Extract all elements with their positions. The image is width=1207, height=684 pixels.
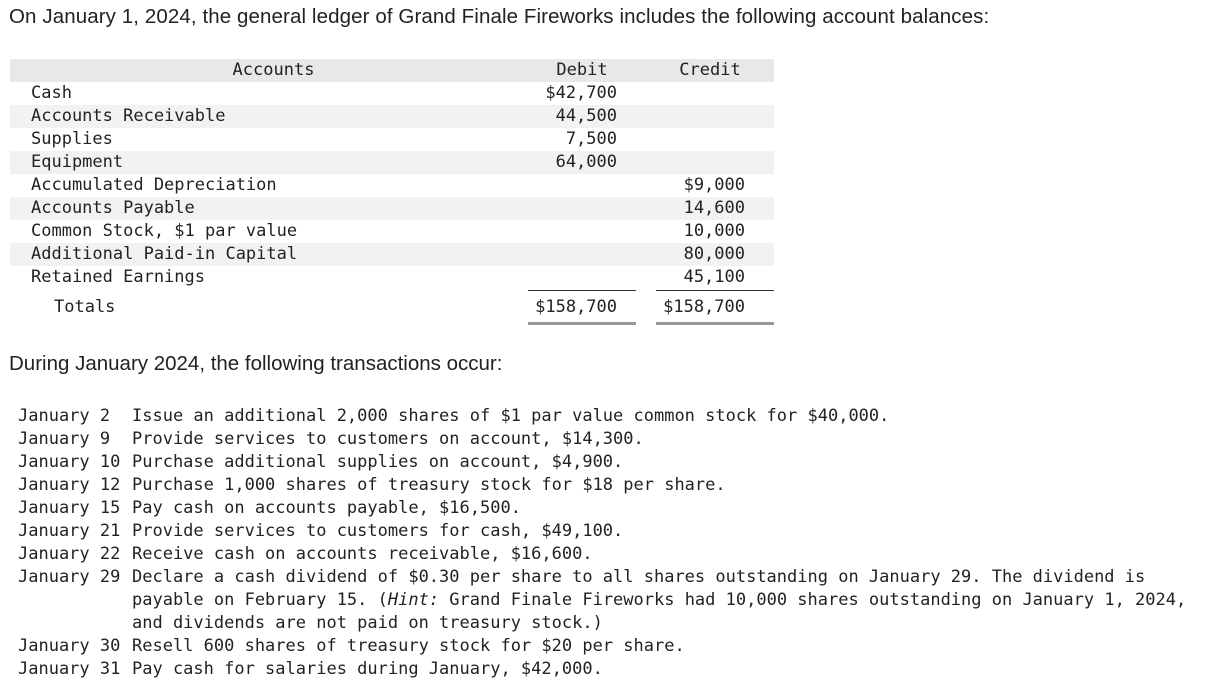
debit-value: 44,500 bbox=[555, 106, 617, 126]
debit-value: 64,000 bbox=[555, 152, 617, 172]
accounts-header: Accounts bbox=[232, 60, 315, 80]
table-row bbox=[10, 243, 774, 266]
table-row bbox=[10, 174, 774, 197]
transaction-date: January 9 bbox=[18, 429, 111, 449]
debit-header: Debit bbox=[556, 60, 608, 80]
transaction-text: Purchase 1,000 shares of treasury stock for $18 per share. bbox=[132, 475, 726, 495]
list-item bbox=[18, 428, 1203, 451]
hint-label: Hint: bbox=[387, 590, 440, 610]
transaction-text: Issue an additional 2,000 shares of $1 par value common stock for $40,000. bbox=[132, 406, 890, 426]
table-header bbox=[10, 59, 774, 82]
transaction-text: Pay cash on accounts payable, $16,500. bbox=[132, 498, 521, 518]
table-row bbox=[10, 82, 774, 105]
transaction-text bbox=[132, 566, 1203, 635]
account-name: Cash bbox=[31, 83, 72, 103]
table-row bbox=[10, 128, 774, 151]
transaction-text: Purchase additional supplies on account, $4,900. bbox=[132, 452, 624, 472]
table-row bbox=[10, 266, 774, 289]
transaction-date: January 31 bbox=[18, 659, 121, 679]
list-item bbox=[18, 405, 1203, 428]
list-item bbox=[18, 497, 1203, 520]
totals-row bbox=[10, 289, 774, 326]
transaction-text: Provide services to customers on account, $14,300. bbox=[132, 429, 644, 449]
account-name: Retained Earnings bbox=[31, 267, 205, 287]
table-row bbox=[10, 151, 774, 174]
account-name: Supplies bbox=[31, 129, 113, 149]
list-item bbox=[18, 635, 1203, 658]
account-name: Accounts Payable bbox=[31, 198, 195, 218]
list-item bbox=[18, 451, 1203, 474]
transaction-date: January 22 bbox=[18, 544, 121, 564]
transaction-text: Provide services to customers for cash, $49,100. bbox=[132, 521, 624, 541]
account-name: Accounts Receivable bbox=[31, 106, 226, 126]
transaction-date: January 2 bbox=[18, 406, 111, 426]
credit-value: 80,000 bbox=[683, 244, 745, 264]
credit-total: $158,700 bbox=[663, 297, 745, 317]
account-name: Accumulated Depreciation bbox=[31, 175, 277, 195]
transaction-date: January 15 bbox=[18, 498, 121, 518]
transaction-text-main: Declare a cash dividend of $0.30 per share to all shares outstanding on January 29. The dividend is payable on February 15. ( bbox=[132, 567, 1146, 610]
transaction-text: Receive cash on accounts receivable, $16,600. bbox=[132, 544, 593, 564]
transaction-text: Resell 600 shares of treasury stock for $20 per share. bbox=[132, 636, 685, 656]
hint-text: Grand Finale Fireworks had 10,000 shares outstanding on January 1, 2024, and dividends are not paid on treasury stock.) bbox=[132, 590, 1187, 633]
credit-header: Credit bbox=[679, 60, 741, 80]
account-name: Equipment bbox=[31, 152, 124, 172]
credit-total-double-rule bbox=[656, 322, 774, 325]
table-row bbox=[10, 220, 774, 243]
transactions-heading: During January 2024, the following transactions occur: bbox=[9, 352, 503, 375]
transaction-date: January 21 bbox=[18, 521, 121, 541]
credit-value: 14,600 bbox=[683, 198, 745, 218]
transaction-date: January 10 bbox=[18, 452, 121, 472]
list-item bbox=[18, 543, 1203, 566]
credit-value: 45,100 bbox=[683, 267, 745, 287]
credit-value: $9,000 bbox=[683, 175, 745, 195]
transaction-text: Pay cash for salaries during January, $42,000. bbox=[132, 659, 603, 679]
debit-value: 7,500 bbox=[565, 129, 617, 149]
account-name: Common Stock, $1 par value bbox=[31, 221, 298, 241]
table-row bbox=[10, 105, 774, 128]
transactions-list bbox=[18, 405, 1203, 681]
list-item bbox=[18, 658, 1203, 681]
totals-label: Totals bbox=[54, 297, 116, 317]
intro-text: On January 1, 2024, the general ledger of Grand Finale Fireworks includes the following account balances: bbox=[9, 5, 990, 28]
debit-value: $42,700 bbox=[545, 83, 617, 103]
account-name: Additional Paid-in Capital bbox=[31, 244, 298, 264]
debit-total-double-rule bbox=[528, 322, 636, 325]
debit-total: $158,700 bbox=[535, 297, 617, 317]
table-row bbox=[10, 197, 774, 220]
transaction-date: January 30 bbox=[18, 636, 121, 656]
list-item bbox=[18, 520, 1203, 543]
transaction-date: January 12 bbox=[18, 475, 121, 495]
ledger-table bbox=[10, 59, 774, 326]
list-item bbox=[18, 566, 1203, 635]
credit-value: 10,000 bbox=[683, 221, 745, 241]
list-item bbox=[18, 474, 1203, 497]
transaction-date: January 29 bbox=[18, 567, 121, 587]
